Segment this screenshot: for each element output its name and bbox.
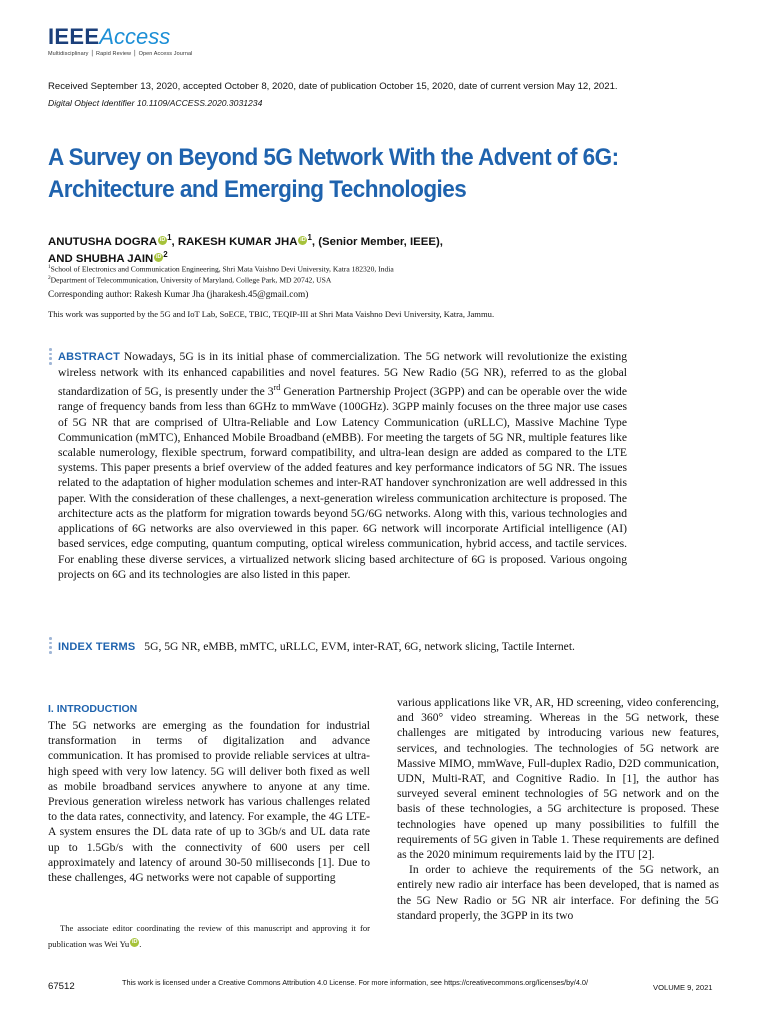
orcid-icon[interactable]: iD (156, 253, 162, 260)
page-number: 67512 (48, 981, 75, 992)
abstract (58, 349, 627, 582)
affiliation-text: Department of Telecommunication, University of Maryland, College Park, MD 20742, USA (50, 275, 332, 285)
index-terms-text: 5G, 5G NR, eMBB, mMTC, uRLLC, EVM, inter-RAT, 6G, network slicing, Tactile Internet. (144, 640, 575, 653)
received-dates: Received September 13, 2020, accepted October 8, 2020, date of publication October 15, 2020, date of current version May 12, 2021. (48, 81, 618, 92)
author-affiliation-mark: 2 (163, 250, 168, 259)
author-affiliation-mark: 1 (307, 233, 312, 242)
footnote-text: The associate editor coordinating the review of this manuscript and approving it for publication was Wei Yu (48, 923, 370, 949)
affiliation (48, 275, 331, 285)
author-affiliation-mark: 1 (167, 233, 172, 242)
authors-line-1: ANUTUSHA DOGRA iD $^1$, RAKESH KUMAR JHA iD $^1$, (Senior Member, IEEE), (48, 233, 443, 248)
orcid-icon[interactable]: iD (159, 236, 166, 243)
affiliation-number: 2 (48, 275, 51, 281)
funding-note: This work was supported by the 5G and IoT Lab, SoECE, TBIC, TEQIP-III at Shri Mata Vaishno Devi University, Katra, Jammu. (48, 309, 495, 319)
authors-line-2 (48, 250, 168, 265)
abstract-text: Nowadays, 5G is in its initial phase of commercialization. The 5G network will revolutionize the existing wireless network with its enhanced capabilities and novel features. 5G New Radio (5G NR), referred to as the global standardization of 5G, is presently under the 3 (58, 350, 627, 399)
journal-logo (48, 24, 192, 57)
logo-access: Access (99, 24, 171, 49)
affiliation (48, 264, 394, 274)
author-name: ANUTUSHA DOGRA (48, 235, 158, 248)
section-heading: I. INTRODUCTION (48, 703, 138, 715)
affiliation-number: 1 (48, 264, 51, 270)
index-terms (58, 639, 627, 655)
author-name: RAKESH KUMAR JHA (177, 235, 298, 248)
doi: Digital Object Identifier 10.1109/ACCESS.2020.3031234 (48, 98, 263, 108)
author-name: AND SHUBHA JAIN (48, 252, 154, 265)
intro-column-2 (397, 695, 719, 923)
column-2-paragraph-2: In order to achieve the requirements of the 5G network, an entirely new radio air interface has been developed, that is named as the 5G New Radio or 5G NR air interface. For defining the 5G standard properly, the 3GPP in its two (397, 863, 719, 922)
abstract-label: ABSTRACT (58, 351, 121, 363)
abstract-superscript: rd (273, 383, 281, 393)
logo-ieee: IEEE (48, 24, 100, 49)
section-dots-icon (49, 637, 52, 656)
license-text: This work is licensed under a Creative Commons Attribution 4.0 License. For more information, see https://creativecommons.org/licenses/by/4.0/ (122, 978, 588, 987)
author-note: , (Senior Member, IEEE), (311, 235, 443, 248)
orcid-icon[interactable]: iD (131, 939, 138, 945)
abstract-text-cont: Generation Partnership Project (3GPP) and can be operable over the wide range of frequency bands from less than 6GHz to mmWave (100GHz). 3GPP mainly focuses on the three major use cases of 5G NR that are comprised of Ultra-Reliable and Low Latency Communication (uRLLC), Massive Machine Type Communication (mMTC), Enhanced Mobile Broadband (eMBB). For meeting the targets of 5G NR, multiple features like scalable numerology, flexible spectrum, forward compatibility, and ultra-lean design are added as compared to the LTE systems. This paper presents a brief overview of the added features and key performance indicators of 5G NR. The issues related to the adaptation of higher modulation schemes and inter-RAT handover synchronization are well addressed in this paper. With the consideration of these challenges, a next-generation wireless communication architecture is proposed. The architecture acts as the platform for migration towards beyond 5G/6G networks. Along with this, various technologies and applications of 6G networks are also overviewed in this paper. 6G network will incorporate Artificial intelligence (AI) based services, edge computing, quantum computing, optical wireless communication, hybrid access, and tactile services. For enabling these diverse services, a virtualized network slicing based architecture of 6G is proposed. Various ongoing projects on 6G and its technologies are also listed in this paper. (58, 385, 627, 581)
intro-column-1: The 5G networks are emerging as the foundation for industrial transformation in terms of digitalization and advance communication. It has promised to provide reliable services at ultra-high speed with very low latency. 5G will deliver both fixed as well as mobile broadband services anywhere to anyone at any time. Previous generation wireless network has various challenges related to the data rates, connectivity, and latency. For example, the 4G LTE-A system ensures the DL data rate of up to 3Gb/s and UL data rate up to 1.5Gb/s with the connectivity of 600 users per cell approximately and latency of around 30-50 milliseconds [1]. Due to these challenges, 4G networks were not capable of supporting (48, 719, 370, 885)
section-dots-icon (49, 348, 52, 367)
index-terms-label: INDEX TERMS (58, 641, 136, 653)
editor-footnote: The associate editor coordinating the review of this manuscript and approving it for publication was Wei Yu iD . (48, 923, 370, 949)
affiliation-text: School of Electronics and Communication Engineering, Shri Mata Vaishno Devi University, Katra 182320, India (50, 264, 394, 274)
orcid-icon[interactable]: iD (300, 236, 306, 243)
paper-title: A Survey on Beyond 5G Network With the Advent of 6G: Architecture and Emerging Technologies (48, 144, 619, 203)
journal-tagline: Multidisciplinary ⎪ Rapid Review ⎪ Open Access Journal (48, 51, 193, 57)
column-2-paragraph-1: various applications like VR, AR, HD screening, video conferencing, and 360° video streaming. Whereas in the 5G network, these challenges are mitigated by introducing various new features, services, and technologies. The technologies of 5G network are Massive MIMO, mmWave, Full-duplex Radio, D2D communication, UDN, Multi-RAT, and Cognitive Radio. In [1], the author has surveyed several eminent technologies of 5G network and on the basis of these technologies, a 5G architecture is proposed. These technologies have opened up many possibilities to fulfill the requirements of 5G given in Table 1. These requirements are defined as the 2020 minimum requirements laid by the ITU [2]. (397, 696, 719, 862)
volume-info: VOLUME 9, 2021 (653, 983, 713, 992)
corresponding-author: Corresponding author: Rakesh Kumar Jha (jharakesh.45@gmail.com) (48, 290, 309, 300)
